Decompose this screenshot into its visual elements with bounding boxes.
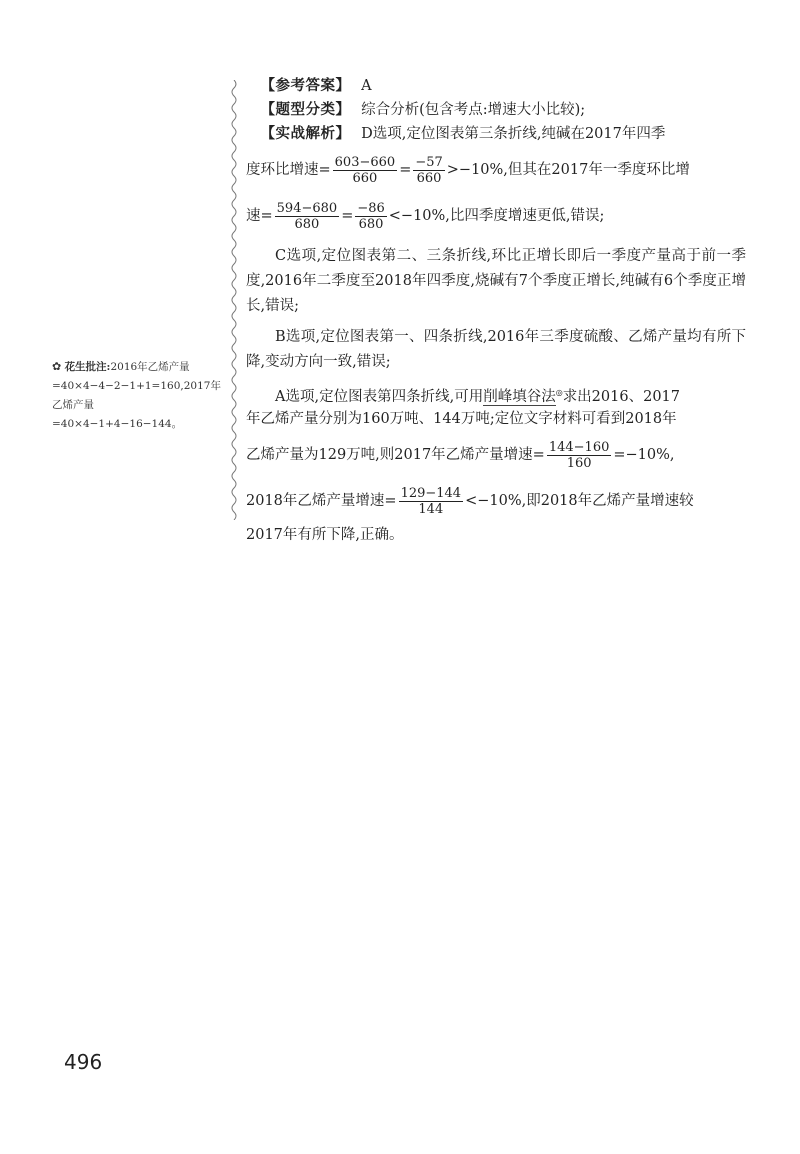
option-a-line-2 xyxy=(246,407,746,431)
option-b-paragraph: B选项,定位图表第一、四条折线,2016年三季度硫酸、乙烯产量均有所下降,变动方向一致,错误; xyxy=(246,329,746,370)
fraction-numerator: 144−160 xyxy=(548,439,610,455)
text-segment: 2018年乙烯产量增速= xyxy=(246,493,397,509)
answer-label: 【参考答案】 xyxy=(260,77,351,94)
category-value: 综合分析(包含考点:增速大小比较); xyxy=(361,102,586,118)
answer-line xyxy=(246,74,746,98)
solution-block xyxy=(246,74,746,547)
text-segment: <−10%,即2018年乙烯产量增速较 xyxy=(465,493,694,509)
text-segment: A选项,定位图表第四条折线,可用 xyxy=(275,388,484,405)
text-segment: <−10%,比四季度增速更低,错误; xyxy=(388,208,605,224)
fraction-denominator: 144 xyxy=(418,501,444,517)
text-segment: 乙烯产量为129万吨,则2017年乙烯产量增速= xyxy=(246,447,545,463)
text-segment: =−10%, xyxy=(613,447,675,463)
side-note-label: 花生批注: xyxy=(64,361,111,373)
option-d-line-2 xyxy=(246,148,746,192)
side-note xyxy=(52,357,224,434)
analysis-label: 【实战解析】 xyxy=(260,125,351,142)
analysis-line-1 xyxy=(246,122,746,146)
equals-sign: = xyxy=(399,162,412,178)
fraction-numerator: 594−680 xyxy=(276,200,338,216)
fraction-denominator: 680 xyxy=(294,216,320,232)
option-a-line-4 xyxy=(246,479,746,523)
fraction-numerator: −57 xyxy=(415,154,443,170)
option-c-paragraph: C选项,定位图表第二、三条折线,环比正增长即后一季度产量高于前一季度,2016年二季度至2018年四季度,烧碱有7个季度正增长,纯碱有6个季度正增长,错误; xyxy=(246,248,746,314)
fraction xyxy=(399,486,464,517)
text-segment: 求出2016、2017 xyxy=(562,388,680,405)
flower-icon: ✿ xyxy=(52,360,62,373)
text-segment: 2017年有所下降,正确。 xyxy=(246,527,404,543)
option-a-line-3 xyxy=(246,433,746,477)
category-line xyxy=(246,98,746,122)
fraction xyxy=(275,201,340,232)
fraction xyxy=(547,440,612,471)
text-segment: 年乙烯产量分别为160万吨、144万吨;定位文字材料可看到2018年 xyxy=(246,411,677,427)
text-segment: 速= xyxy=(246,208,273,224)
fraction-denominator: 660 xyxy=(352,170,378,186)
option-d-line-3 xyxy=(246,194,746,238)
fraction xyxy=(355,201,386,232)
method-name: 削峰填谷法 xyxy=(483,388,556,405)
fraction-denominator: 660 xyxy=(416,170,442,186)
answer-value: A xyxy=(361,78,372,94)
option-a-line-5 xyxy=(246,523,746,547)
page-number: 496 xyxy=(64,1050,103,1074)
option-d-intro: D选项,定位图表第三条折线,纯碱在2017年四季 xyxy=(361,126,666,142)
text-segment: 度环比增速= xyxy=(246,162,331,178)
fraction-numerator: 129−144 xyxy=(400,485,462,501)
fraction-numerator: 603−660 xyxy=(334,154,396,170)
fraction-denominator: 160 xyxy=(566,455,592,471)
fraction-denominator: 680 xyxy=(358,216,384,232)
category-label: 【题型分类】 xyxy=(260,101,351,118)
fraction xyxy=(413,155,444,186)
option-a-line-1 xyxy=(246,381,746,405)
text-segment: >−10%,但其在2017年一季度环比增 xyxy=(446,162,690,178)
side-note-text: 2016年乙烯产量=40×4−4−2−1+1=160,2017年乙烯产量=40×4−1+4−16−144。 xyxy=(52,361,221,430)
annotation-mark-icon: ◎ xyxy=(555,388,563,397)
fraction xyxy=(333,155,398,186)
wavy-divider xyxy=(228,80,240,520)
equals-sign: = xyxy=(341,208,354,224)
fraction-numerator: −86 xyxy=(357,200,385,216)
